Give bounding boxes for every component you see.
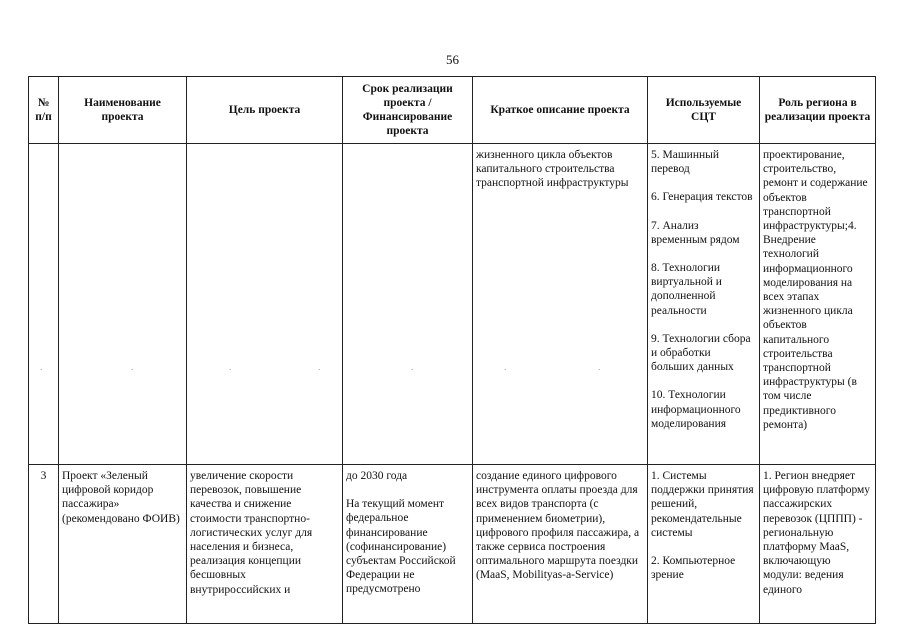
- header-term-financing: Срок реализации проекта / Финансирование проекта: [343, 77, 473, 144]
- header-description: Краткое описание проекта: [473, 77, 648, 144]
- header-technologies: Используемые СЦТ: [648, 77, 760, 144]
- row2-term-financing: [343, 465, 473, 624]
- scan-speck: ·: [598, 366, 601, 374]
- row1-region-role: проектирование, строительство, ремонт и содержание объектов транспортной инфраструктуры;4. Внедрение технологий информационного моделирования на всех этапах жизненного цикла объектов капитального строительства транспортной инфраструктуры (в том числе предиктивного ремонта): [760, 144, 876, 465]
- row1-term: [343, 144, 473, 465]
- table-row: [29, 144, 876, 465]
- row1-goal: [187, 144, 343, 465]
- row2-goal: увеличение скорости перевозок, повышение качества и снижение стоимости транспортно-логистических услуг для населения и бизнеса, реализация концепции бесшовных внутрироссийских и: [187, 465, 343, 624]
- scan-speck: ·: [40, 366, 43, 374]
- scan-speck: ·: [229, 366, 232, 374]
- row2-technologies: [648, 465, 760, 624]
- technology-item: 7. Анализ временным рядом: [651, 219, 740, 246]
- project-term: до 2030 года: [346, 470, 408, 482]
- projects-table: [28, 76, 876, 624]
- row1-number: [29, 144, 59, 465]
- technology-item: 6. Генерация текстов: [651, 191, 753, 204]
- row2-name: Проект «Зеленый цифровой коридор пассажира» (рекомендовано ФОИВ): [59, 465, 187, 624]
- scan-speck: ·: [131, 366, 134, 374]
- technology-item: 2. Компьютерное зрение: [651, 555, 736, 582]
- table-header-row: [29, 77, 876, 144]
- header-number: № п/п: [29, 77, 59, 144]
- row1-description: жизненного цикла объектов капитального строительства транспортной инфраструктуры: [473, 144, 648, 465]
- scan-speck: ·: [504, 366, 507, 374]
- technology-item: 5. Машинный перевод: [651, 149, 720, 176]
- header-region-role: Роль региона в реализации проекта: [760, 77, 876, 144]
- header-project-goal: Цель проекта: [187, 77, 343, 144]
- technology-item: 10. Технологии информационного моделирования: [651, 389, 741, 430]
- row2-region-role: 1. Регион внедряет цифровую платформу пассажирских перевозок (ЦППП) - региональную платформу MaaS, включающую модули: ведения единого: [760, 465, 876, 624]
- technology-item: 1. Системы поддержки принятия решений, рекомендательные системы: [651, 470, 754, 539]
- table-row: [29, 465, 876, 624]
- scan-speck: ·: [411, 366, 414, 374]
- header-project-name: Наименование проекта: [59, 77, 187, 144]
- technology-item: 9. Технологии сбора и обработки больших данных: [651, 332, 751, 374]
- scan-speck: ·: [318, 366, 321, 374]
- page-number: 56: [446, 52, 459, 67]
- project-financing: На текущий момент федеральное финансирование (софинансирование) субъектам Российской Федерации не предусмотрено: [346, 498, 456, 596]
- row1-name: [59, 144, 187, 465]
- row1-technologies: [648, 144, 760, 465]
- technology-item: 8. Технологии виртуальной и дополненной реальности: [651, 262, 722, 317]
- row2-description: создание единого цифрового инструмента оплаты проезда для всех видов транспорта (с применением биометрии), цифрового профиля пассажира, а также сервиса построения оптимального маршрута поездки (MaaS, Mobilityas-a-Service): [473, 465, 648, 624]
- row2-number: 3: [29, 465, 59, 624]
